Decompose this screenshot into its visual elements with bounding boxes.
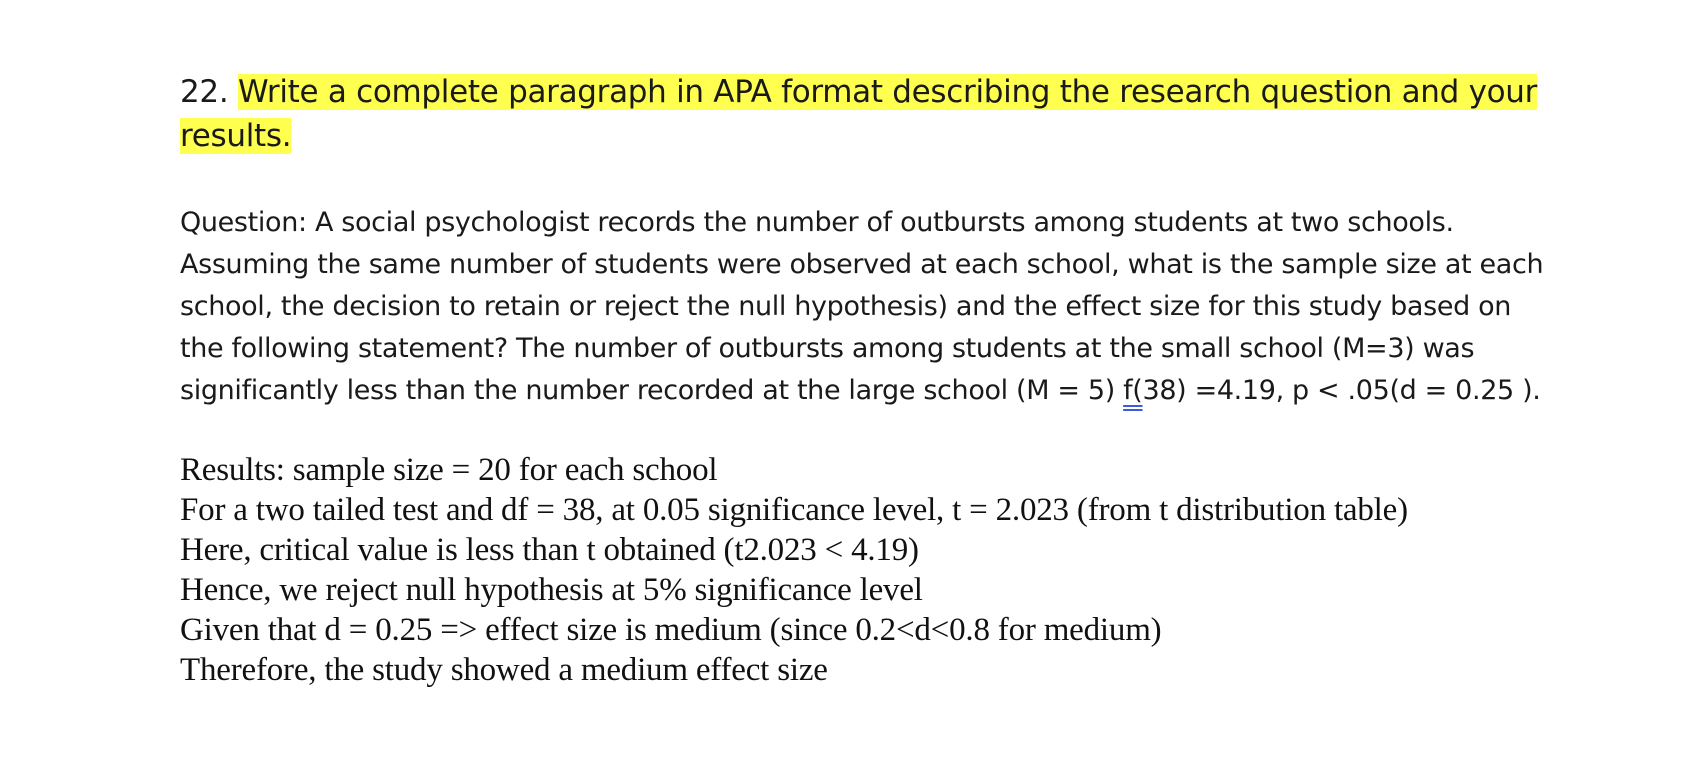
question-statistics: 38) =4.19, p < .05(d = 0.25 ). xyxy=(1142,375,1541,406)
question-paragraph xyxy=(180,202,1560,412)
highlighted-prompt: Write a complete paragraph in APA format describing the research question and your results. xyxy=(180,74,1538,154)
document-body xyxy=(180,70,1560,690)
results-line: Results: sample size = 20 for each school xyxy=(180,452,718,488)
results-line: Given that d = 0.25 => effect size is medium (since 0.2<d<0.8 for medium) xyxy=(180,612,1162,648)
results-block xyxy=(180,450,1560,690)
results-line: Here, critical value is less than t obtained (t2.023 < 4.19) xyxy=(180,532,919,568)
question-number: 22. xyxy=(180,74,238,110)
results-line: Hence, we reject null hypothesis at 5% significance level xyxy=(180,572,923,608)
results-line: Therefore, the study showed a medium effect size xyxy=(180,652,828,688)
question-text: Question: A social psychologist records the number of outbursts among students at two schools. Assuming the same number of students were observed at each school, what is the sample size at each school, the decision to retain or reject the null hypothesis) and the effect size for this study based on the following statement? The number of outbursts among students at the small school (M=3) was significantly less than the number recorded at the large school (M = 5) xyxy=(180,207,1544,406)
results-line: For a two tailed test and df = 38, at 0.05 significance level, t = 2.023 (from t distribution table) xyxy=(180,492,1408,528)
grammar-flagged-word[interactable]: f( xyxy=(1123,375,1143,406)
question-heading xyxy=(180,70,1560,158)
